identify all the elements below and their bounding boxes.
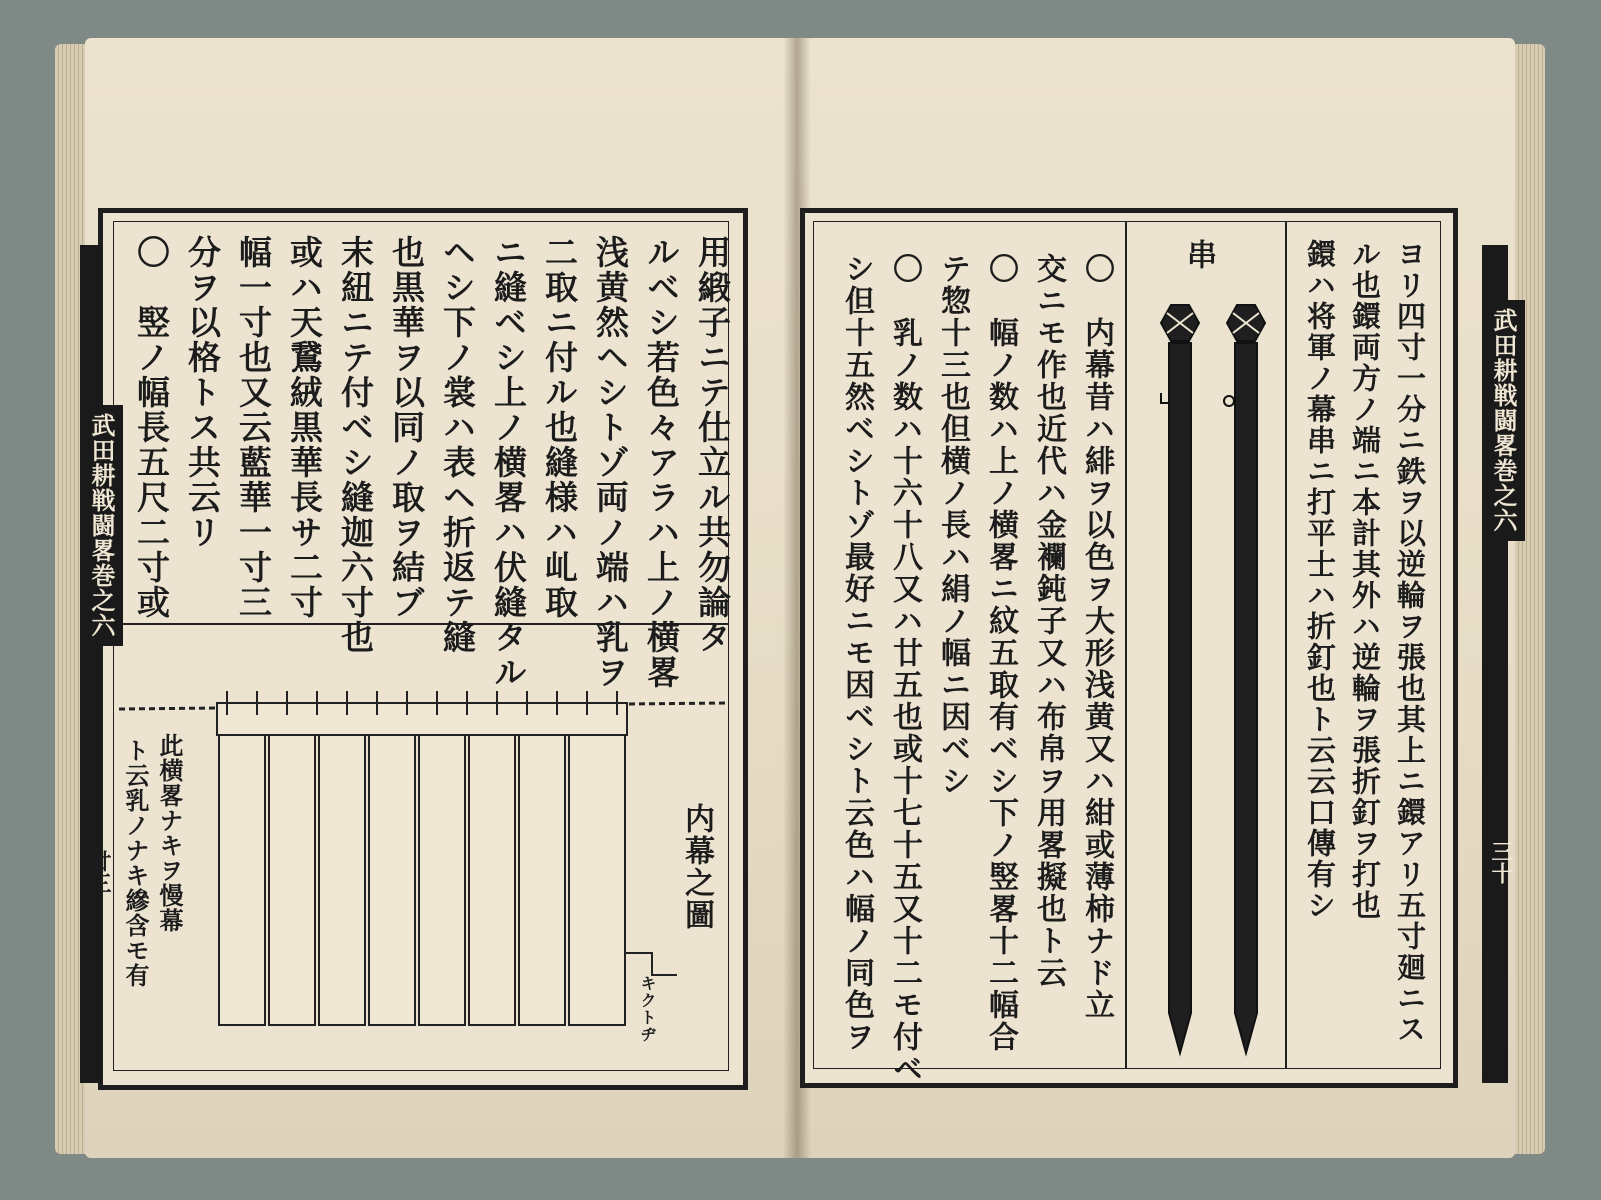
inner-curtain-illustration	[117, 683, 727, 1063]
figure-label: キクトヂ	[638, 975, 657, 1043]
text-column: ニ縫ベシ上ノ横畧ハ伏縫タル	[489, 235, 528, 690]
text-column: ル也鐶両方ノ端ニ本計其外ハ逆輪ヲ張折釘ヲ打也	[1348, 239, 1382, 921]
text-column: 交ニモ作也近代ハ金襴鈍子又ハ布帛ヲ用畧擬也ト云	[1031, 253, 1066, 989]
right-divider-1	[1125, 221, 1127, 1069]
right-folio: 三十	[1488, 840, 1514, 884]
text-column: 鐶ハ将軍ノ幕串ニ打平士ハ折釘也ト云云口傳有シ	[1303, 239, 1337, 921]
curtain-poles-illustration	[1141, 293, 1281, 1063]
left-page-frame	[98, 208, 748, 1090]
text-column: テ惣十三也但横ノ長ハ絹ノ幅ニ因ベシ	[935, 253, 970, 797]
text-column: 或ハ天鵞絨黒華長サ二寸	[285, 235, 324, 620]
left-section-divider	[113, 623, 729, 625]
text-column: 末紐ニテ付ベシ縫迦六寸也	[336, 235, 375, 655]
text-column: 〇 内幕昔ハ緋ヲ以色ヲ大形浅黄又ハ紺或薄柿ナド立	[1079, 253, 1114, 1021]
text-column: ルベシ若色々アラハ上ノ横畧	[642, 235, 681, 690]
figure-label: 串	[1181, 239, 1216, 271]
left-running-title: 武田耕戦闘畧巻之六	[80, 405, 123, 646]
text-column: 浅黄然ヘシトゾ両ノ端ハ乳ヲ	[591, 235, 630, 690]
page-edges-right	[1511, 44, 1545, 1154]
text-column: シ但十五然ベシトゾ最好ニモ因ベシト云色ハ幅ノ同色ヲ	[839, 253, 874, 1053]
text-column: 幅一寸也又云藍華一寸三	[234, 235, 273, 620]
text-column: 〇 竪ノ幅長五尺二寸或	[132, 235, 171, 620]
caption-column: 此横畧ナキヲ慢幕	[155, 733, 184, 933]
text-column: 〇 乳ノ数ハ十六十八又ハ廿五也或十七十五又十二モ付ベ	[887, 253, 922, 1085]
text-column: ヘシ下ノ裳ハ表ヘ折返テ縫	[438, 235, 477, 655]
text-column: ヨリ四寸一分ニ鉄ヲ以逆輪ヲ張也其上ニ鐶アリ五寸廻ニス	[1393, 239, 1427, 1045]
right-divider-2	[1285, 221, 1287, 1069]
right-page-frame	[800, 208, 1458, 1088]
left-folio: 廿三	[86, 850, 112, 894]
left-margin-bar	[80, 245, 102, 1083]
text-column: 也黒華ヲ以同ノ取ヲ結ブ	[387, 235, 426, 620]
caption-column: ト云乳ノナキ縿含モ有	[121, 738, 150, 988]
text-column: 用緞子ニテ仕立ル共勿論タ	[693, 235, 732, 655]
text-column: 〇 幅ノ数ハ上ノ横畧ニ紋五取有ベシ下ノ竪畧十二幅合	[983, 253, 1018, 1053]
right-running-title: 武田耕戦闘畧巻之六	[1482, 300, 1525, 541]
text-column: 分ヲ以格トス共云リ	[183, 235, 222, 550]
text-column: 二取ニ付ル也縫様ハ乢取	[540, 235, 579, 620]
figure-title: 内幕之圖	[679, 803, 714, 931]
